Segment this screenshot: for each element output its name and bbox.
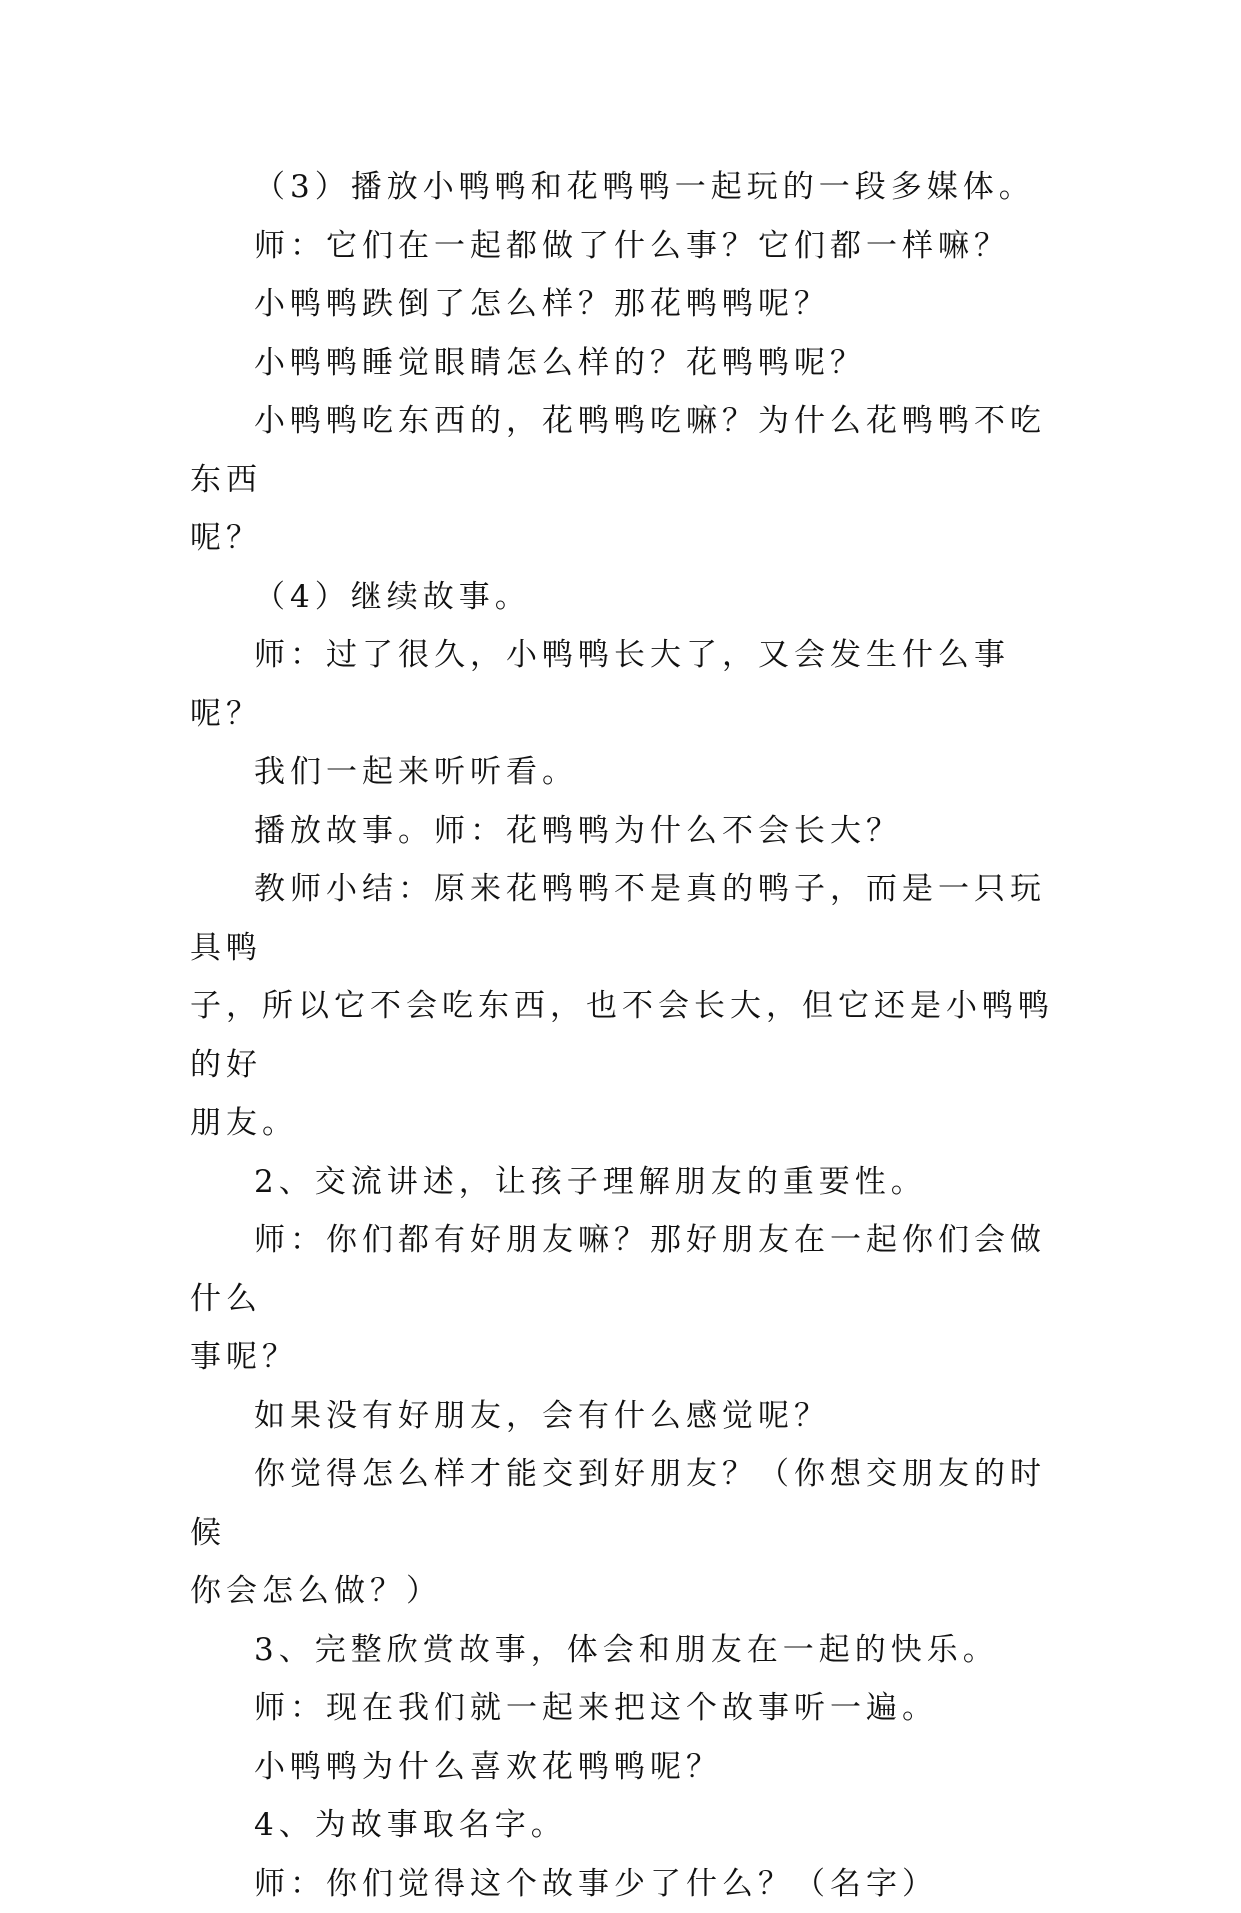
paragraph-listen-together: 我们一起来听听看。 xyxy=(190,743,1060,802)
paragraph-sleep-question: 小鸭鸭睡觉眼睛怎么样的？花鸭鸭呢？ xyxy=(190,334,1060,393)
paragraph-teacher-grown-up: 师：过了很久，小鸭鸭长大了，又会发生什么事呢？ xyxy=(190,626,1060,743)
paragraph-teacher-friends-cont: 事呢？ xyxy=(190,1328,1060,1387)
paragraph-2-discussion: 2、交流讲述，让孩子理解朋友的重要性。 xyxy=(190,1153,1060,1212)
paragraph-teacher-summary-cont: 子，所以它不会吃东西，也不会长大，但它还是小鸭鸭的好 xyxy=(190,977,1060,1094)
paragraph-teacher-summary-end: 朋友。 xyxy=(190,1094,1060,1153)
paragraph-4-continue-story: （4）继续故事。 xyxy=(190,568,1060,627)
paragraph-teacher-summary: 教师小结：原来花鸭鸭不是真的鸭子，而是一只玩具鸭 xyxy=(190,860,1060,977)
paragraph-play-story: 播放故事。师：花鸭鸭为什么不会长大？ xyxy=(190,802,1060,861)
paragraph-eat-question-cont: 呢？ xyxy=(190,509,1060,568)
paragraph-teacher-listen-again: 师：现在我们就一起来把这个故事听一遍。 xyxy=(190,1679,1060,1738)
paragraph-eat-question: 小鸭鸭吃东西的，花鸭鸭吃嘛？为什么花鸭鸭不吃东西 xyxy=(190,392,1060,509)
paragraph-no-friends: 如果没有好朋友，会有什么感觉呢？ xyxy=(190,1387,1060,1446)
paragraph-4-name-story: 4、为故事取名字。 xyxy=(190,1796,1060,1855)
paragraph-why-like: 小鸭鸭为什么喜欢花鸭鸭呢？ xyxy=(190,1738,1060,1797)
paragraph-fall-question: 小鸭鸭跌倒了怎么样？那花鸭鸭呢？ xyxy=(190,275,1060,334)
document-body xyxy=(190,158,1060,1913)
paragraph-3-multimedia: （3）播放小鸭鸭和花鸭鸭一起玩的一段多媒体。 xyxy=(190,158,1060,217)
paragraph-teacher-missing: 师：你们觉得这个故事少了什么？（名字） xyxy=(190,1855,1060,1913)
paragraph-make-friends: 你觉得怎么样才能交到好朋友？（你想交朋友的时候 xyxy=(190,1445,1060,1562)
paragraph-make-friends-cont: 你会怎么做？） xyxy=(190,1562,1060,1621)
paragraph-teacher-question: 师：它们在一起都做了什么事？它们都一样嘛？ xyxy=(190,217,1060,276)
paragraph-teacher-friends: 师：你们都有好朋友嘛？那好朋友在一起你们会做什么 xyxy=(190,1211,1060,1328)
paragraph-3-appreciate: 3、完整欣赏故事，体会和朋友在一起的快乐。 xyxy=(190,1621,1060,1680)
